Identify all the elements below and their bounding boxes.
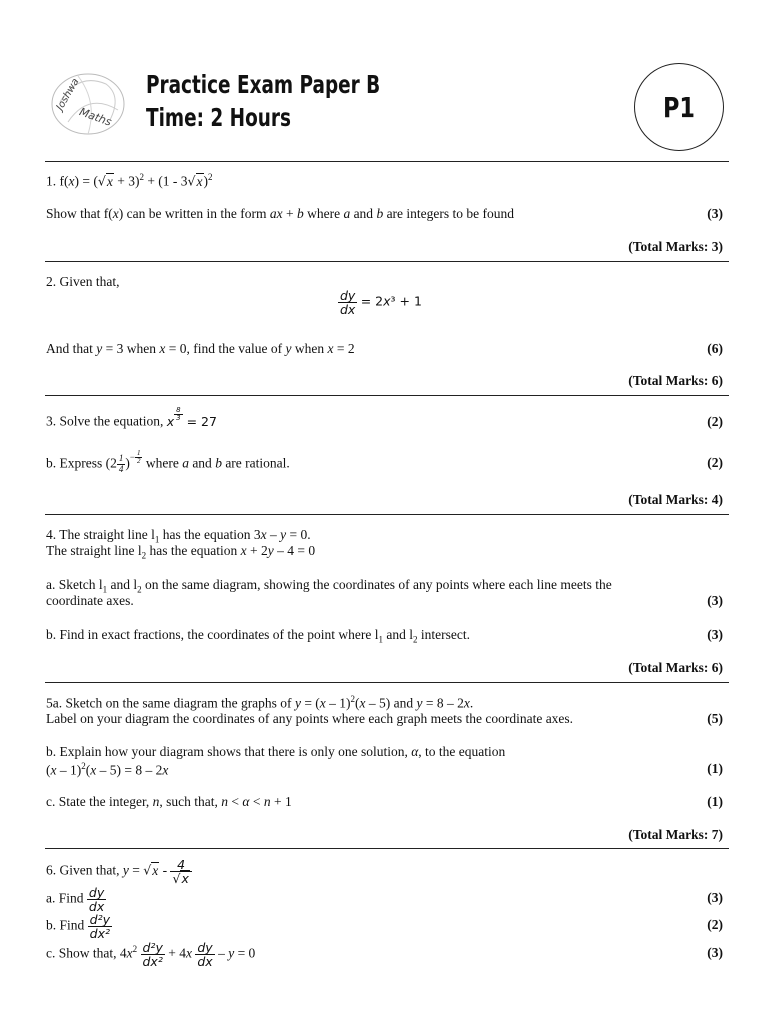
- q3-total-marks: (Total Marks: 4): [628, 492, 723, 507]
- q5-total-marks: (Total Marks: 7): [628, 827, 723, 842]
- q6-intro: 6. Given that, y = √x - $\frac{4}{√x}$: [46, 858, 192, 885]
- paper-title: Practice Exam Paper B: [146, 70, 381, 99]
- q5b-marks: (1): [707, 761, 723, 776]
- q5a-text-cont: Label on your diagram the coordinates of any points where each graph meets the coordinate axes.: [46, 711, 574, 726]
- q5c-text: c. State the integer, n, such that, n < α < n + 1: [46, 794, 292, 809]
- q2-marks: (6): [707, 341, 723, 356]
- svg-text:Maths: Maths: [77, 105, 114, 129]
- divider: [45, 848, 729, 849]
- q2-condition: And that y = 3 when x = 0, find the value of y when x = 2: [46, 341, 355, 356]
- q6a-text: a. Find $\frac{dy}{dx}$: [46, 885, 105, 915]
- q6c-text: c. Show that, $4x^2$ $\frac{\text{d²y}}{\text{dx²}}$ + 4x $\frac{dy}{dx}$ – y = 0: [46, 940, 256, 970]
- q3b-marks: (2): [707, 455, 723, 470]
- q4-line2: The straight line $l_2$ has the equation x + 2y – 4 = 0: [46, 543, 316, 561]
- divider: [45, 682, 729, 683]
- divider: [45, 395, 729, 396]
- q6a-marks: (3): [707, 890, 723, 905]
- q2-differential-equation: $\frac{dy}{dx}$ = 2x³ + 1: [340, 288, 422, 318]
- q1-total-marks: (Total Marks: 3): [628, 239, 723, 254]
- q5c-marks: (1): [707, 794, 723, 809]
- q4a-text-cont: coordinate axes.: [46, 593, 134, 608]
- q5a-text: 5a. Sketch on the same diagram the graphs of y = (x – 1)$^2$(x – 5) and y = 8 – 2x.: [46, 694, 474, 711]
- q1-instruction: Show that f(x) can be written in the form ax + b where a and b are integers to be found: [46, 206, 515, 221]
- logo-sketch-icon: [48, 62, 128, 140]
- q5b-text: b. Explain how your diagram shows that there is only one solution, α, to the equation: [46, 744, 506, 759]
- divider: [45, 161, 729, 162]
- q4-total-marks: (Total Marks: 6): [628, 660, 723, 675]
- q3b-expression: b. Express (2 $\frac{1}{4}$ )$^{- \frac{1}{2}}$ where a and b are rational.: [46, 449, 290, 474]
- q2-intro: 2. Given that,: [46, 274, 120, 289]
- q6b-marks: (2): [707, 917, 723, 932]
- q3a-marks: (2): [707, 414, 723, 429]
- divider: [45, 261, 729, 262]
- svg-text:Joshwa: Joshwa: [54, 76, 82, 113]
- q4a-marks: (3): [707, 593, 723, 608]
- q6b-text: b. Find $\frac{\text{d²y}}{\text{dx²}}$: [46, 912, 110, 942]
- exam-time: Time: 2 Hours: [146, 103, 291, 132]
- paper-badge-label: P1: [662, 90, 695, 124]
- q4b-text: b. Find in exact fractions, the coordinates of the point where $l_1$ and $l_2$ intersect.: [46, 627, 471, 645]
- divider: [45, 514, 729, 515]
- q6c-marks: (3): [707, 945, 723, 960]
- q4a-text: a. Sketch $l_1$ and $l_2$ on the same diagram, showing the coordinates of any points where each line meets the: [46, 577, 612, 595]
- q5b-equation: (x – 1)$^2$(x – 5) = 8 – 2x: [46, 761, 169, 778]
- q5a-marks: (5): [707, 711, 723, 726]
- q1-equation: 1. $f(x) = (√x + 3)^2 + (1 - 3√x)^2$: [46, 172, 213, 189]
- q2-total-marks: (Total Marks: 6): [628, 373, 723, 388]
- paper-badge: [634, 63, 724, 151]
- q4b-marks: (3): [707, 627, 723, 642]
- q4-line1: 4. The straight line $l_1$ has the equation 3x – y = 0.: [46, 527, 311, 545]
- q1-marks: (3): [707, 206, 723, 221]
- logo: [48, 62, 128, 140]
- q3a-equation: 3. Solve the equation, x $^{\frac{8}{3}}$ = 27: [46, 406, 217, 429]
